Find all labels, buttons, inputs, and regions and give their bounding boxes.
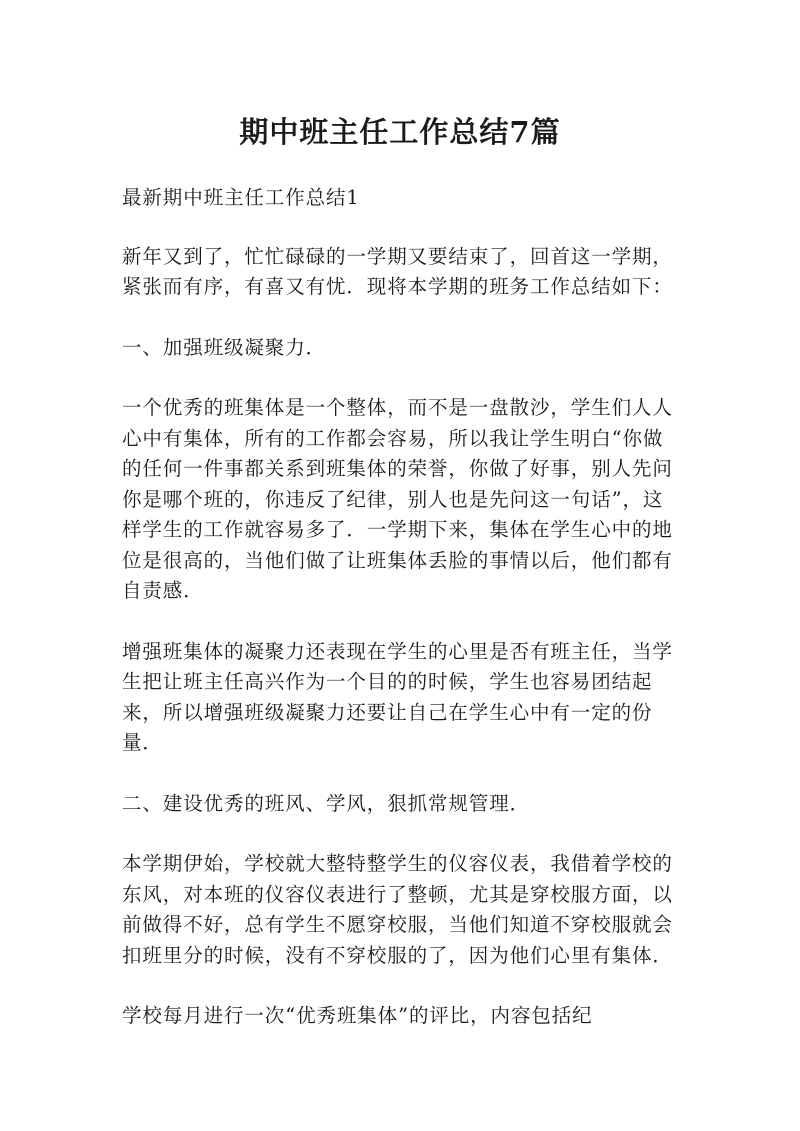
document-body	[122, 183, 682, 1062]
document-title: 期中班主任工作总结7篇	[239, 115, 561, 149]
section-heading: 二、建设优秀的班风、学风，狠抓常规管理．	[122, 791, 531, 815]
section-heading: 一、加强班级凝聚力．	[122, 335, 327, 359]
section-heading: 最新期中班主任工作总结1	[122, 186, 360, 209]
paragraph: 一个优秀的班集体是一个整体，而不是一盘散沙，学生们人人心中有集体，所有的工作都会容易，所以我让学生明白“你做的任何一件事都关系到班集体的荣誉，你做了好事，别人先问你是哪个班的，你违反了纪律，别人也是先问这一句话”，这样学生的工作就容易多了．一学期下来，集体在学生心中的地位是很高的，当他们做了让班集体丢脸的事情以后，他们都有自责感．	[122, 396, 673, 602]
paragraph: 新年又到了，忙忙碌碌的一学期又要结束了，回首这一学期，紧张而有序，有喜又有忧．现将本学期的班务工作总结如下：	[122, 244, 673, 298]
paragraph: 增强班集体的凝聚力还表现在学生的心里是否有班主任，当学生把让班主任高兴作为一个目的的时候，学生也容易团结起来，所以增强班级凝聚力还要让自己在学生心中有一定的份量．	[122, 639, 673, 754]
paragraph: 学校每月进行一次“优秀班集体”的评比，内容包括纪	[122, 1004, 593, 1027]
paragraph: 本学期伊始，学校就大整特整学生的仪容仪表，我借着学校的东风，对本班的仪容仪表进行了整顿，尤其是穿校服方面，以前做得不好，总有学生不愿穿校服，当他们知道不穿校服就会扣班里分的时候，没有不穿校服的了，因为他们心里有集体．	[122, 852, 673, 967]
